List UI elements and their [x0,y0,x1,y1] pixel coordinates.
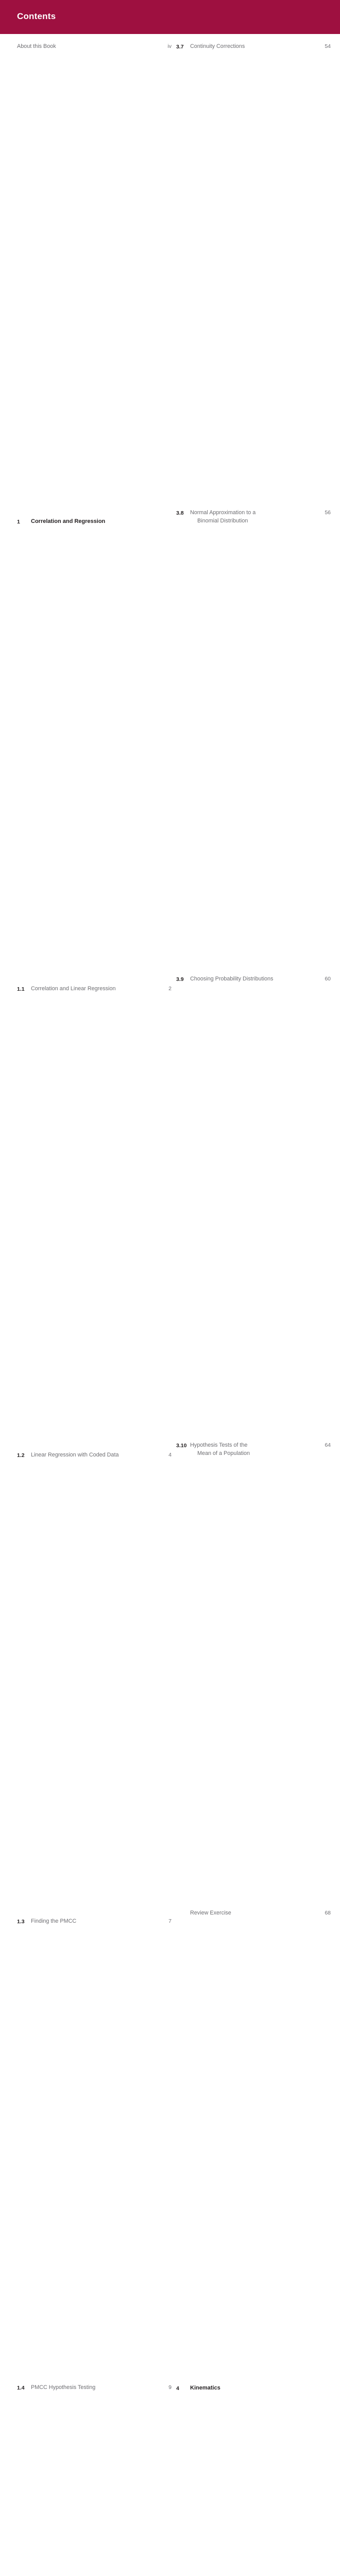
toc-entry[interactable] [176,42,331,506]
toc-entry-title: Correlation and Regression [31,518,106,524]
toc-entry[interactable] [17,1917,172,2381]
toc-entry-number: 1.4 [17,2384,25,2391]
toc-entry-page: iv [158,42,172,506]
toc-entry-title-line2: Binomial Distribution [197,518,248,524]
toc-entry-title: About this Book [17,43,56,49]
toc-entry-title: Review Exercise [190,1910,231,1916]
toc-entry-page: 64 [317,1441,331,1905]
toc-entry-page [158,517,172,981]
page-title: Contents [17,11,56,21]
toc-entry-frontmatter[interactable] [17,42,172,506]
toc-column-left [17,42,172,2576]
toc-entry[interactable] [176,975,331,1438]
toc-entry-page: 60 [317,975,331,1438]
toc-entry-page: 2 [158,985,172,1448]
toc-entry[interactable] [17,985,172,1448]
toc-entry-number: 4 [176,2385,179,2392]
toc-list-right [176,42,331,2576]
toc-entry[interactable] [176,1441,331,1905]
toc-entry-title: Hypothesis Tests of the Mean of a Population [190,1441,317,1458]
toc-entry-number: 3.9 [176,976,184,982]
toc-entry-page: 9 [158,2383,172,2576]
toc-entry-title: Linear Regression with Coded Data [31,1452,119,1458]
toc-entry-title: Finding the PMCC [31,1918,77,1924]
toc-entry-title: Correlation and Linear Regression [31,986,116,992]
toc-entry-title: Choosing Probability Distributions [190,976,274,982]
toc-entry-number: 1.3 [17,1918,25,1925]
toc-entry-page: 68 [317,1909,331,2372]
toc-entry-number: 1.2 [17,1452,25,1459]
toc-entry[interactable] [176,509,331,972]
toc-chapter-row[interactable] [176,2384,331,2576]
toc-entry-title: Normal Approximation to a Binomial Distribution [190,509,317,525]
toc-entry-number: 1.1 [17,986,25,992]
toc-entry-page: 56 [317,509,331,972]
toc-chapter-row[interactable] [17,517,172,981]
toc-entry-number: 3.8 [176,510,184,516]
toc-entry-page: 4 [158,1451,172,1914]
toc-entry-page: 7 [158,1917,172,2381]
toc-entry-title: PMCC Hypothesis Testing [31,2384,96,2391]
toc-entry-number: 3.7 [176,43,184,50]
toc-entry[interactable] [176,1909,331,2372]
toc-entry-number: 3.10 [176,1442,187,1449]
toc-entry-title: Kinematics [190,2385,220,2391]
toc-entry-page [317,2384,331,2576]
toc-entry-page: 54 [317,42,331,506]
toc-columns [0,42,340,2576]
toc-list-left [17,517,172,2576]
toc-entry-number: 1 [17,518,20,525]
toc-entry-title-line2: Mean of a Population [197,1450,250,1456]
toc-entry-title: Continuity Corrections [190,43,245,49]
toc-entry[interactable] [17,2383,172,2576]
toc-column-right [176,42,331,2576]
toc-entry[interactable] [17,1451,172,1914]
